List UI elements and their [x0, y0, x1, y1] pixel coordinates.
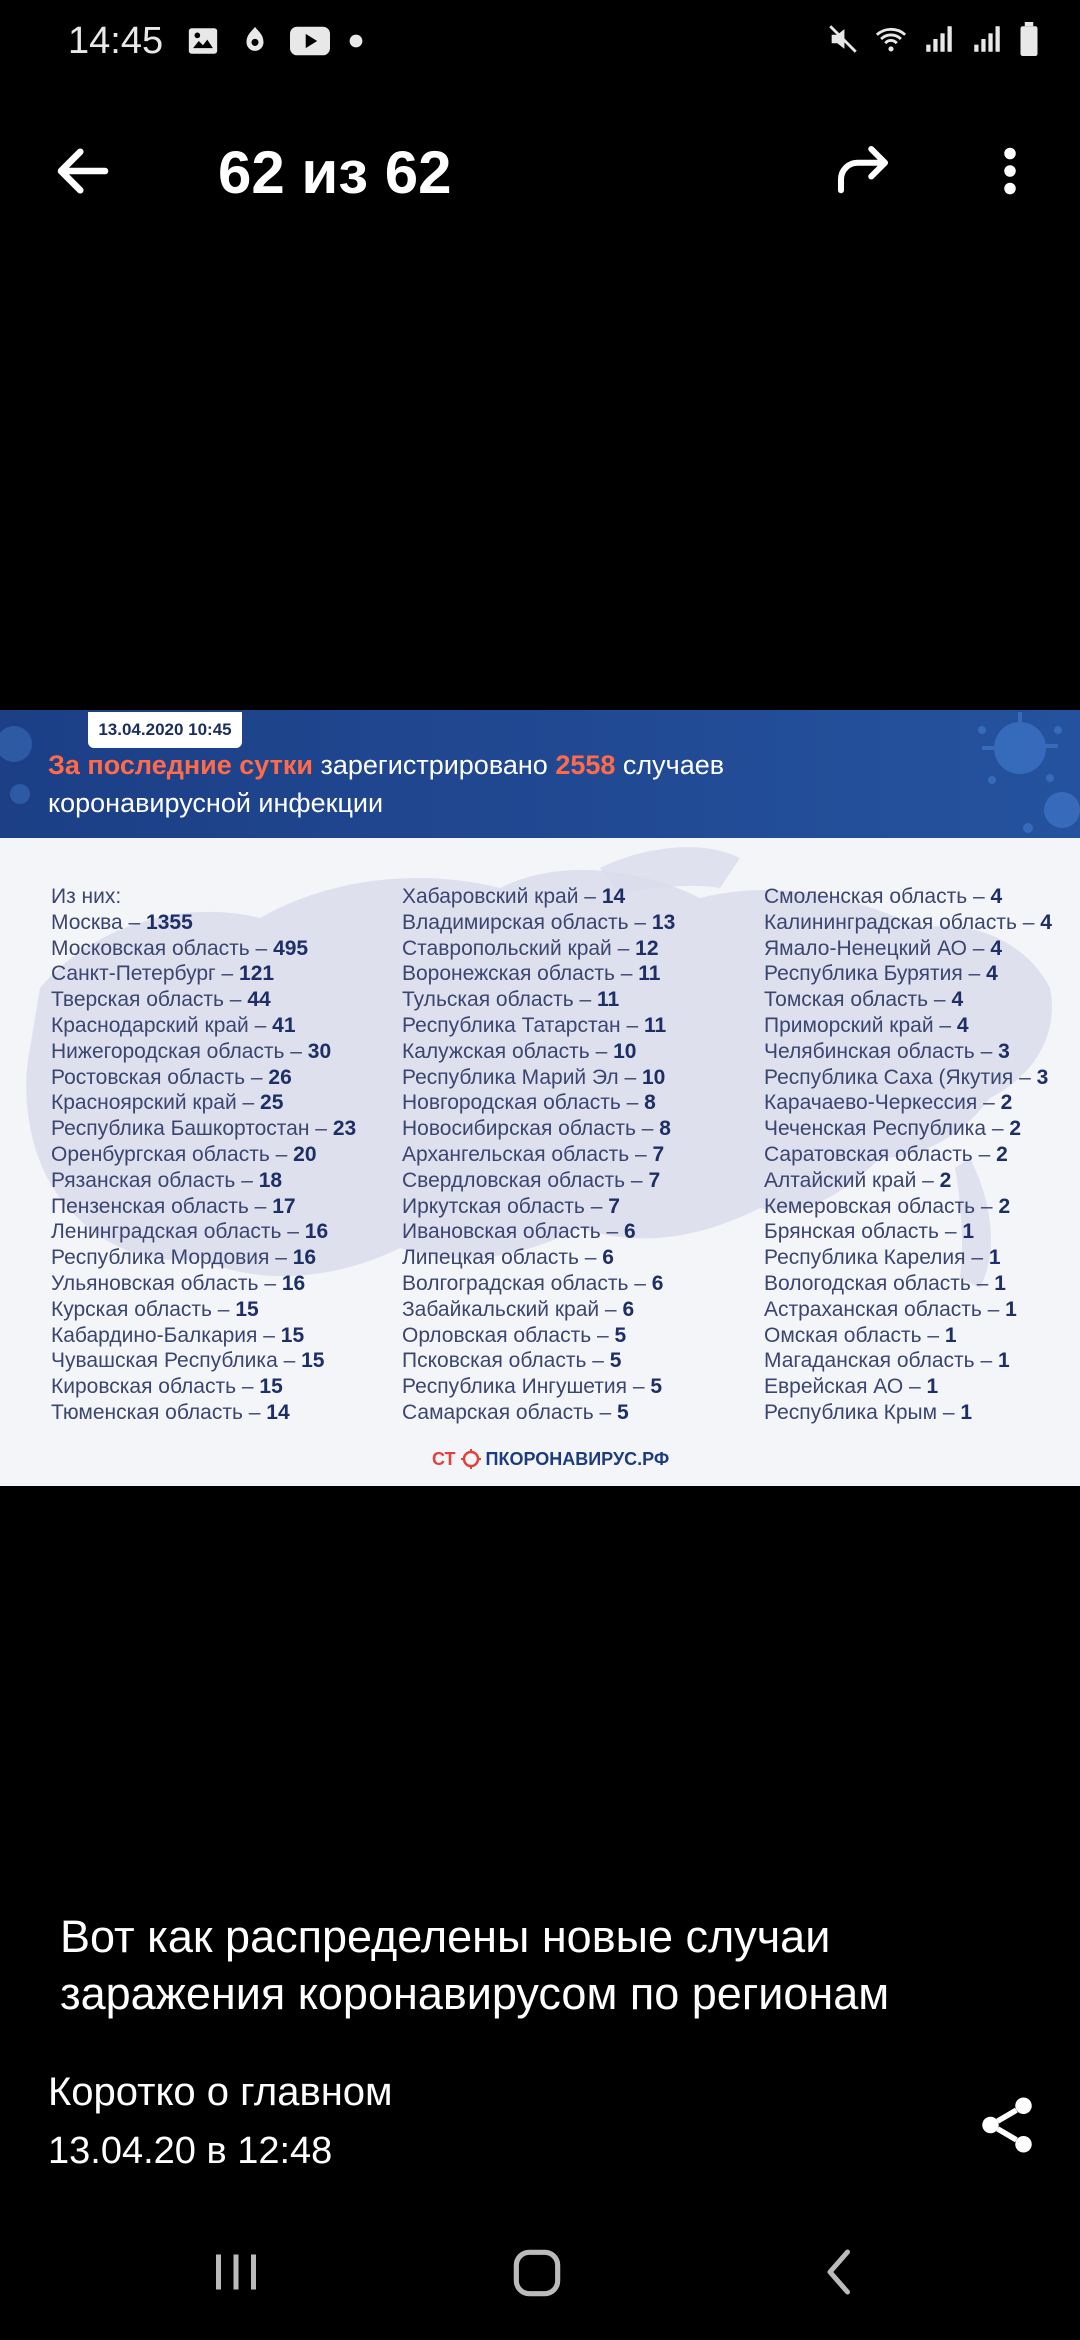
infographic-header	[0, 710, 1080, 838]
date-stamp: 13.04.2020 10:45	[88, 712, 242, 748]
region-count: 4	[1040, 910, 1052, 934]
region-row	[51, 1348, 356, 1374]
region-name: Чеченская Республика –	[764, 1117, 1010, 1141]
region-name: Тюменская область –	[51, 1400, 267, 1424]
region-row	[764, 1039, 1052, 1065]
region-name: Архангельская область –	[402, 1142, 653, 1166]
region-row	[764, 1348, 1052, 1374]
signal-icon	[922, 22, 956, 56]
region-count: 1	[997, 1349, 1010, 1373]
region-count: 5	[614, 1323, 627, 1347]
region-row	[764, 1065, 1052, 1091]
region-count: 11	[643, 1013, 667, 1037]
region-row	[51, 1245, 356, 1271]
region-name: Забайкальский край –	[402, 1297, 623, 1321]
status-left-icons	[186, 24, 364, 58]
viewer-top-bar	[0, 120, 1080, 220]
region-name: Ямало-Ненецкий АО –	[764, 936, 991, 960]
region-name: Республика Татарстан –	[402, 1013, 644, 1037]
region-row	[402, 1323, 675, 1349]
region-count: 15	[301, 1349, 325, 1373]
region-name: Воронежская область –	[402, 962, 639, 986]
region-count: 4	[990, 885, 1003, 908]
youtube-icon	[290, 24, 330, 58]
region-row	[764, 1013, 1052, 1039]
region-row	[764, 1194, 1052, 1220]
region-count: 3	[998, 1039, 1010, 1063]
region-count: 4	[990, 936, 1002, 960]
region-count: 16	[304, 1220, 329, 1244]
photo-counter: 62 из 62	[218, 139, 452, 206]
region-count: 16	[292, 1246, 317, 1270]
back-icon[interactable]	[810, 2242, 870, 2302]
region-name: Алтайский край –	[764, 1168, 940, 1192]
region-count: 23	[332, 1117, 357, 1141]
region-row	[764, 1323, 1052, 1349]
region-row	[51, 1400, 356, 1426]
source-name[interactable]: Коротко о главном	[48, 2070, 393, 2114]
region-row	[51, 1090, 356, 1116]
region-row	[51, 1065, 356, 1091]
region-row	[51, 1013, 356, 1039]
region-name: Пензенская область –	[51, 1194, 273, 1218]
region-row	[51, 961, 356, 987]
region-row	[51, 1271, 356, 1297]
region-count: 18	[258, 1168, 283, 1192]
region-name: Москва –	[51, 910, 147, 934]
region-count: 11	[597, 988, 620, 1012]
wifi-icon	[874, 22, 908, 56]
region-row	[402, 1348, 675, 1374]
region-name: Ставропольский край –	[402, 936, 636, 960]
region-name: Краснодарский край –	[51, 1013, 273, 1037]
region-count: 10	[641, 1065, 666, 1089]
region-count: 15	[235, 1297, 259, 1321]
region-name: Кемеровская область –	[764, 1194, 999, 1218]
region-count: 16	[281, 1271, 306, 1295]
region-count: 1	[960, 1400, 973, 1424]
region-count: 20	[293, 1142, 317, 1166]
region-name: Республика Мордовия –	[51, 1246, 293, 1270]
region-count: 14	[266, 1400, 290, 1424]
region-name: Курская область –	[51, 1297, 236, 1321]
region-count: 6	[624, 1220, 636, 1244]
region-count: 7	[608, 1194, 620, 1218]
region-name: Еврейская АО –	[764, 1375, 927, 1399]
infographic-headline	[48, 746, 968, 822]
region-name: Чувашская Республика –	[51, 1349, 302, 1373]
region-row	[402, 1219, 675, 1245]
status-right-icons	[826, 22, 1040, 56]
region-row	[764, 1271, 1052, 1297]
region-name: Карачаево-Черкессия –	[764, 1091, 1001, 1115]
region-count: 17	[272, 1194, 296, 1218]
region-row	[402, 1090, 675, 1116]
headline-line2: коронавирусной инфекции	[48, 788, 384, 818]
region-count: 30	[307, 1039, 332, 1063]
region-name: Новосибирская область –	[402, 1117, 660, 1141]
region-row	[402, 1116, 675, 1142]
region-name: Хабаровский край –	[402, 885, 602, 908]
region-name: Ульяновская область –	[51, 1271, 282, 1295]
notification-icon	[238, 24, 272, 58]
region-row	[402, 1245, 675, 1271]
region-name: Омская область –	[764, 1323, 945, 1347]
status-time: 14:45	[68, 20, 164, 62]
region-row	[402, 1168, 675, 1194]
region-count: 5	[650, 1375, 663, 1399]
region-row	[51, 1219, 356, 1245]
region-name: Московская область –	[51, 936, 274, 960]
region-row	[51, 910, 356, 936]
region-row	[764, 961, 1052, 987]
region-count: 2	[1009, 1117, 1022, 1141]
gallery-icon	[186, 24, 220, 58]
region-count: 1	[1005, 1297, 1017, 1321]
region-row	[51, 936, 356, 962]
region-count: 5	[617, 1400, 629, 1424]
region-count: 1	[988, 1246, 1001, 1270]
region-name: Нижегородская область –	[51, 1039, 308, 1063]
system-nav-bar	[0, 2220, 1080, 2340]
region-row	[51, 1323, 356, 1349]
region-row	[402, 961, 675, 987]
region-name: Республика Ингушетия –	[402, 1375, 651, 1399]
region-name: Смоленская область –	[764, 885, 991, 908]
region-row	[402, 1194, 675, 1220]
region-name: Кировская область –	[51, 1375, 260, 1399]
region-count: 2	[996, 1142, 1008, 1166]
region-name: Свердловская область –	[402, 1168, 649, 1192]
region-count: 121	[239, 962, 275, 986]
region-count: 1	[926, 1375, 939, 1399]
share-icon[interactable]	[974, 2092, 1040, 2158]
region-count: 6	[622, 1297, 635, 1321]
region-count: 4	[986, 962, 998, 986]
region-count: 11	[638, 962, 661, 986]
region-row	[51, 1297, 356, 1323]
region-row	[51, 987, 356, 1013]
intro-label: Из них:	[51, 885, 122, 908]
region-row	[51, 1194, 356, 1220]
region-name: Республика Башкортостан –	[51, 1117, 333, 1141]
region-count: 6	[651, 1271, 664, 1295]
regions-column-3	[764, 884, 1052, 1426]
region-row	[764, 1219, 1052, 1245]
region-name: Республика Саха (Якутия –	[764, 1065, 1037, 1089]
region-row	[402, 1142, 675, 1168]
region-row	[402, 884, 675, 910]
region-row	[764, 1116, 1052, 1142]
region-row	[51, 1116, 356, 1142]
region-name: Брянская область –	[764, 1220, 963, 1244]
region-name: Томская область –	[764, 988, 952, 1012]
arrow-left-icon[interactable]	[50, 138, 116, 204]
region-row	[402, 1400, 675, 1426]
region-count: 2	[998, 1194, 1011, 1218]
region-name: Тверская область –	[51, 988, 248, 1012]
region-count: 7	[652, 1142, 665, 1166]
region-row	[764, 1090, 1052, 1116]
region-name: Кабардино-Балкария –	[51, 1323, 281, 1347]
recents-icon[interactable]	[206, 2242, 266, 2302]
region-row	[402, 1271, 675, 1297]
region-name: Калужская область –	[402, 1039, 614, 1063]
region-row	[402, 1065, 675, 1091]
region-count: 41	[272, 1013, 296, 1037]
region-count: 10	[613, 1039, 637, 1063]
region-count: 25	[260, 1091, 284, 1115]
region-row	[764, 910, 1052, 936]
region-name: Магаданская область –	[764, 1349, 998, 1373]
signal-icon	[970, 22, 1004, 56]
region-count: 4	[956, 1013, 969, 1037]
region-count: 15	[259, 1375, 283, 1399]
region-row	[402, 910, 675, 936]
region-name: Ленинградская область –	[51, 1220, 305, 1244]
region-count: 14	[601, 885, 626, 908]
region-count: 7	[648, 1168, 661, 1192]
region-count: 495	[273, 936, 309, 960]
region-row	[764, 1374, 1052, 1400]
region-name: Самарская область –	[402, 1400, 618, 1424]
region-name: Республика Марий Эл –	[402, 1065, 642, 1089]
region-name: Орловская область –	[402, 1323, 615, 1347]
home-icon[interactable]	[506, 2242, 568, 2304]
region-count: 8	[644, 1091, 656, 1115]
share-arrow-icon[interactable]	[830, 138, 896, 204]
region-name: Калининградская область –	[764, 910, 1041, 934]
region-row	[402, 1013, 675, 1039]
region-name: Новгородская область –	[402, 1091, 645, 1115]
region-count: 2	[939, 1168, 952, 1192]
region-count: 1	[994, 1271, 1006, 1295]
region-name: Волгоградская область –	[402, 1271, 652, 1295]
region-name: Иркутская область –	[402, 1194, 609, 1218]
region-name: Санкт-Петербург –	[51, 962, 240, 986]
dot-icon	[348, 24, 364, 58]
region-count: 2	[1000, 1091, 1013, 1115]
headline-text: случаев	[615, 750, 725, 780]
headline-text: зарегистрировано	[312, 750, 556, 780]
region-name: Оренбургская область –	[51, 1142, 294, 1166]
photo-caption: Вот как распределены новые случаи заражения коронавирусом по регионам	[60, 1911, 890, 2019]
region-name: Приморский край –	[764, 1013, 957, 1037]
region-name: Псковская область –	[402, 1349, 610, 1373]
region-name: Рязанская область –	[51, 1168, 259, 1192]
region-count: 6	[602, 1246, 614, 1270]
region-row	[51, 1374, 356, 1400]
region-count: 13	[651, 910, 676, 934]
region-count: 26	[268, 1065, 292, 1089]
region-count: 1355	[146, 910, 193, 934]
region-row	[764, 936, 1052, 962]
region-row	[764, 1245, 1052, 1271]
more-vertical-icon[interactable]	[980, 138, 1040, 204]
region-count: 1	[944, 1323, 957, 1347]
region-name: Ростовская область –	[51, 1065, 269, 1089]
virus-logo-icon	[460, 1448, 482, 1470]
region-row	[51, 1039, 356, 1065]
stopkoronavirus-logo: СТ ПКОРОНАВИРУС.РФ	[432, 1448, 670, 1469]
region-count: 12	[635, 936, 659, 960]
headline-total: 2558	[555, 750, 616, 780]
region-row	[402, 1039, 675, 1065]
region-name: Саратовская область –	[764, 1142, 997, 1166]
region-name: Астраханская область –	[764, 1297, 1006, 1321]
battery-icon	[1018, 22, 1040, 56]
region-row	[764, 1142, 1052, 1168]
region-row	[402, 1374, 675, 1400]
region-row	[402, 987, 675, 1013]
region-name: Ивановская область –	[402, 1220, 625, 1244]
region-count: 15	[280, 1323, 305, 1347]
region-row	[402, 1297, 675, 1323]
mute-icon	[826, 22, 860, 56]
region-name: Тульская область –	[402, 988, 598, 1012]
region-row	[764, 1400, 1052, 1426]
region-name: Челябинская область –	[764, 1039, 999, 1063]
region-row	[51, 1142, 356, 1168]
region-count: 5	[609, 1349, 622, 1373]
status-bar	[0, 0, 1080, 86]
post-date: 13.04.20 в 12:48	[48, 2130, 333, 2172]
region-count: 3	[1036, 1065, 1049, 1089]
region-row	[402, 936, 675, 962]
region-name: Республика Карелия –	[764, 1246, 989, 1270]
regions-column-2	[402, 884, 675, 1426]
region-name: Красноярский край –	[51, 1091, 261, 1115]
region-name: Республика Крым –	[764, 1400, 961, 1424]
region-row	[764, 1168, 1052, 1194]
region-name: Владимирская область –	[402, 910, 652, 934]
region-row	[764, 884, 1052, 910]
region-row	[51, 1168, 356, 1194]
region-name: Вологодская область –	[764, 1271, 995, 1295]
regions-column-1	[51, 884, 356, 1426]
region-count: 44	[247, 988, 271, 1012]
region-count: 4	[951, 988, 964, 1012]
headline-accent: За последние сутки	[48, 750, 313, 780]
region-row	[764, 987, 1052, 1013]
region-row	[764, 1297, 1052, 1323]
region-name: Липецкая область –	[402, 1246, 603, 1270]
infographic-image[interactable]	[0, 710, 1080, 1486]
region-count: 8	[659, 1117, 671, 1141]
region-name: Республика Бурятия –	[764, 962, 987, 986]
region-count: 1	[962, 1220, 975, 1244]
